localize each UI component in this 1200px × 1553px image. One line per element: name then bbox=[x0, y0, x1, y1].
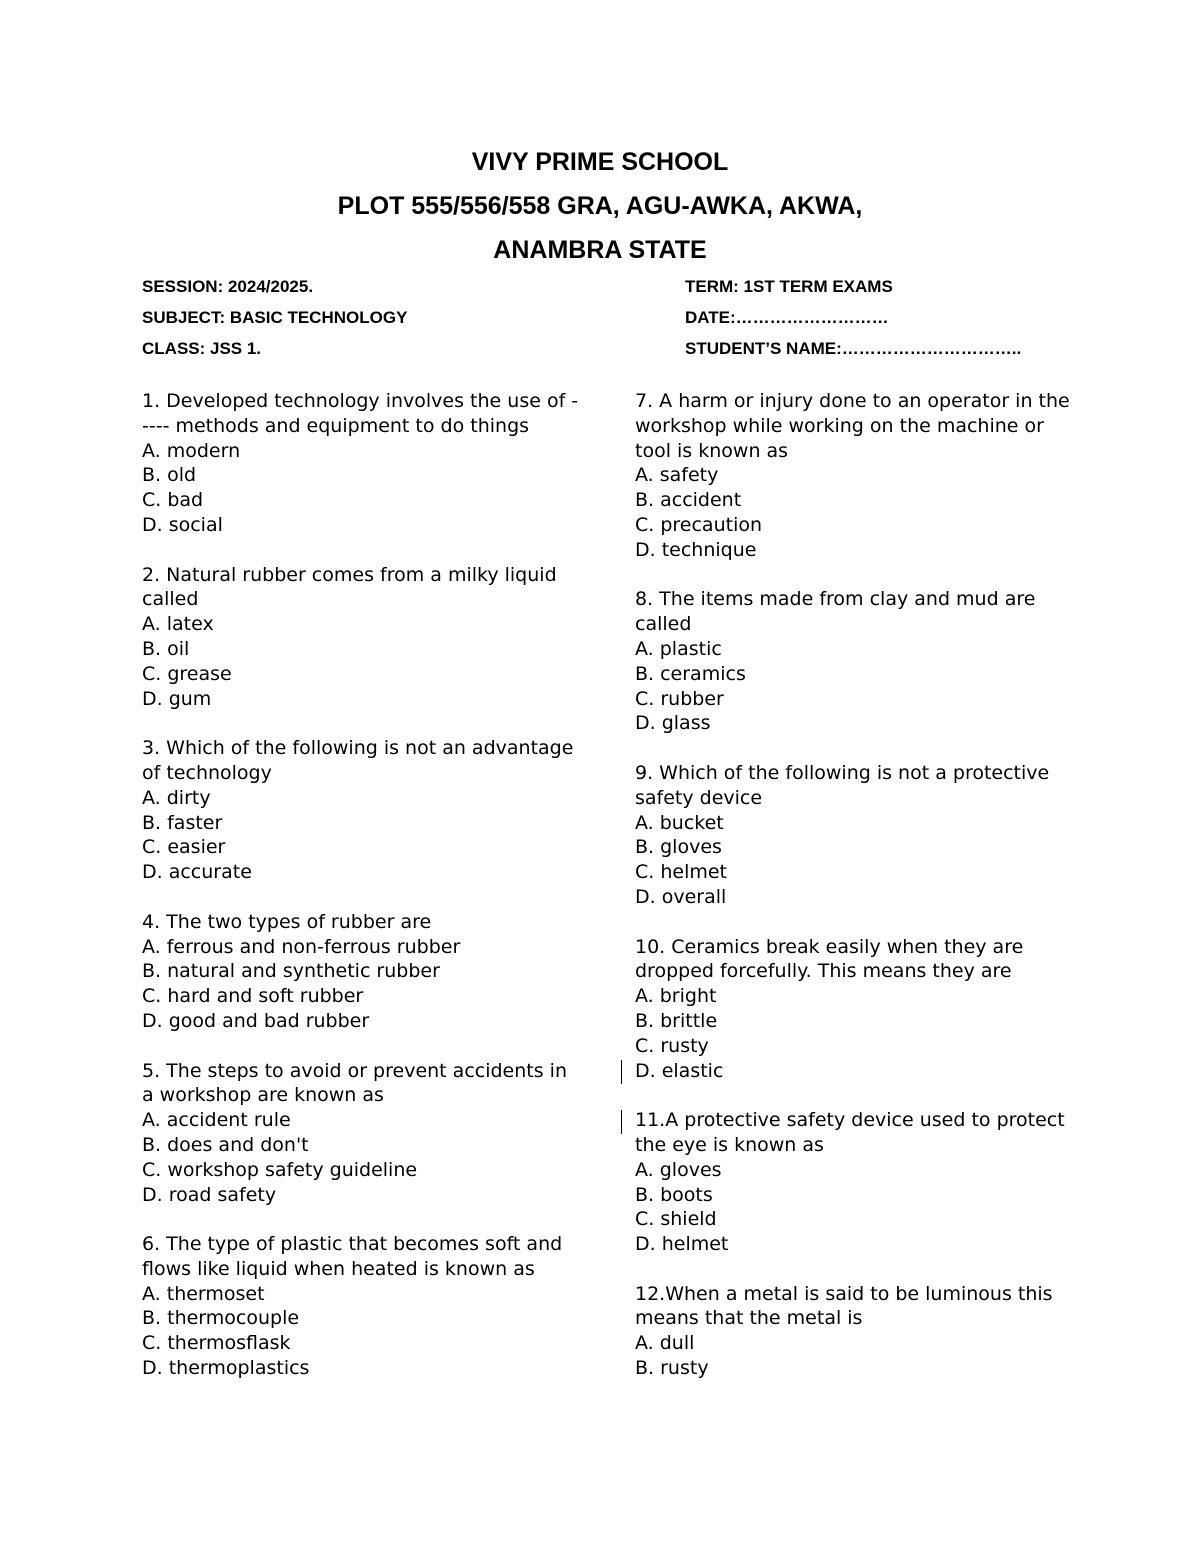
term-label: TERM: 1ST TERM EXAMS bbox=[685, 277, 893, 296]
question-block bbox=[142, 1232, 582, 1381]
answer-option: B. brittle bbox=[635, 1009, 718, 1032]
answer-option: A. latex bbox=[142, 613, 214, 636]
answer-option: B. ceramics bbox=[635, 662, 746, 685]
subject-label: SUBJECT: BASIC TECHNOLOGY bbox=[142, 308, 408, 327]
answer-option: C. workshop safety guideline bbox=[142, 1158, 418, 1181]
question-stem: 4. The two types of rubber are bbox=[142, 910, 432, 933]
answer-option: A. modern bbox=[142, 439, 241, 462]
question-block bbox=[142, 389, 582, 538]
date-field: DATE:……………………… bbox=[685, 308, 889, 327]
question-stem: 11.A protective safety device used to protect the eye is known as bbox=[635, 1109, 1065, 1156]
answer-option: C. helmet bbox=[635, 861, 728, 884]
answer-option: D. social bbox=[142, 513, 223, 536]
answer-option: D. glass bbox=[635, 712, 711, 735]
question-stem: 3. Which of the following is not an advantage of technology bbox=[142, 737, 574, 784]
answer-option: A. plastic bbox=[635, 637, 722, 660]
school-address-line-1: PLOT 555/556/558 GRA, AGU-AWKA, AKWA, bbox=[337, 192, 863, 220]
answer-option: C. rusty bbox=[635, 1034, 709, 1057]
question-stem: 5. The steps to avoid or prevent accidents in a workshop are known as bbox=[142, 1059, 567, 1107]
answer-option: B. natural and synthetic rubber bbox=[142, 960, 440, 983]
meta-row bbox=[142, 274, 1082, 305]
question-block bbox=[142, 1059, 582, 1208]
answer-option: B. accident bbox=[635, 489, 742, 512]
school-address-line-2: ANAMBRA STATE bbox=[493, 236, 707, 264]
question-stem: 7. A harm or injury done to an operator in the workshop while working on the machine or tool is known as bbox=[635, 390, 1070, 462]
question-stem: 10. Ceramics break easily when they are dropped forcefully. This means they are bbox=[635, 935, 1024, 983]
question-stem: 12.When a metal is said to be luminous this means that the metal is bbox=[635, 1282, 1053, 1330]
answer-option: B. thermocouple bbox=[142, 1307, 300, 1330]
answer-option: B. boots bbox=[635, 1183, 713, 1206]
answer-option: B. gloves bbox=[635, 836, 722, 859]
answer-option: A. accident rule bbox=[142, 1109, 291, 1132]
answer-option: C. easier bbox=[142, 836, 226, 859]
question-block bbox=[142, 736, 582, 885]
answer-option: A. thermoset bbox=[142, 1282, 265, 1305]
answer-option: D. thermoplastics bbox=[142, 1357, 310, 1380]
question-block bbox=[142, 910, 582, 1034]
answer-option: C. precaution bbox=[635, 513, 763, 536]
question-block bbox=[635, 761, 1075, 910]
meta-row bbox=[142, 305, 1082, 336]
class-label: CLASS: JSS 1. bbox=[142, 339, 262, 358]
answer-option: D. elastic bbox=[635, 1059, 724, 1082]
questions-column-right bbox=[635, 389, 1075, 1406]
answer-option: D. overall bbox=[635, 885, 727, 908]
answer-option: D. good and bad rubber bbox=[142, 1009, 370, 1032]
answer-option: C. thermosflask bbox=[142, 1332, 291, 1355]
question-block bbox=[635, 1282, 1075, 1381]
answer-option: D. helmet bbox=[635, 1233, 729, 1256]
questions-column-left bbox=[142, 389, 582, 1406]
answer-option: C. shield bbox=[635, 1208, 717, 1231]
answer-option: A. gloves bbox=[635, 1158, 722, 1181]
exam-header bbox=[0, 140, 1200, 272]
answer-option: A. dirty bbox=[142, 786, 211, 809]
answer-option: D. road safety bbox=[142, 1183, 277, 1206]
question-stem: 1. Developed technology involves the use of ----- methods and equipment to do things bbox=[142, 390, 579, 437]
answer-option: B. faster bbox=[142, 811, 223, 834]
question-block bbox=[635, 587, 1075, 736]
student-name-field: STUDENT’S NAME:………………………….. bbox=[685, 339, 1022, 358]
answer-option: C. grease bbox=[142, 662, 232, 685]
answer-option: D. accurate bbox=[142, 861, 252, 884]
answer-option: A. bright bbox=[635, 985, 717, 1008]
answer-option: C. bad bbox=[142, 489, 204, 512]
answer-option: B. old bbox=[142, 464, 197, 487]
answer-option: B. does and don't bbox=[142, 1133, 309, 1156]
answer-option: A. bucket bbox=[635, 811, 724, 834]
question-block bbox=[635, 1108, 1075, 1257]
school-name: VIVY PRIME SCHOOL bbox=[471, 148, 729, 176]
answer-option: D. gum bbox=[142, 687, 212, 710]
text-cursor bbox=[621, 1060, 622, 1084]
answer-option: D. technique bbox=[635, 538, 757, 561]
question-block bbox=[142, 563, 582, 712]
answer-option: B. rusty bbox=[635, 1357, 709, 1380]
answer-option: C. hard and soft rubber bbox=[142, 985, 364, 1008]
question-block bbox=[635, 389, 1075, 563]
question-stem: 8. The items made from clay and mud are called bbox=[635, 588, 1036, 636]
answer-option: B. oil bbox=[142, 637, 190, 660]
question-stem: 2. Natural rubber comes from a milky liquid called bbox=[142, 563, 557, 611]
question-block bbox=[635, 935, 1075, 1084]
answer-option: A. dull bbox=[635, 1332, 695, 1355]
session-label: SESSION: 2024/2025. bbox=[142, 277, 314, 296]
question-stem: 6. The type of plastic that becomes soft and flows like liquid when heated is known as bbox=[142, 1233, 563, 1280]
answer-option: C. rubber bbox=[635, 687, 724, 710]
answer-option: A. ferrous and non-ferrous rubber bbox=[142, 935, 461, 958]
question-stem: 9. Which of the following is not a protective safety device bbox=[635, 761, 1050, 809]
exam-meta bbox=[142, 274, 1082, 367]
answer-option: A. safety bbox=[635, 464, 719, 487]
meta-row bbox=[142, 336, 1082, 367]
text-cursor bbox=[621, 1110, 622, 1134]
